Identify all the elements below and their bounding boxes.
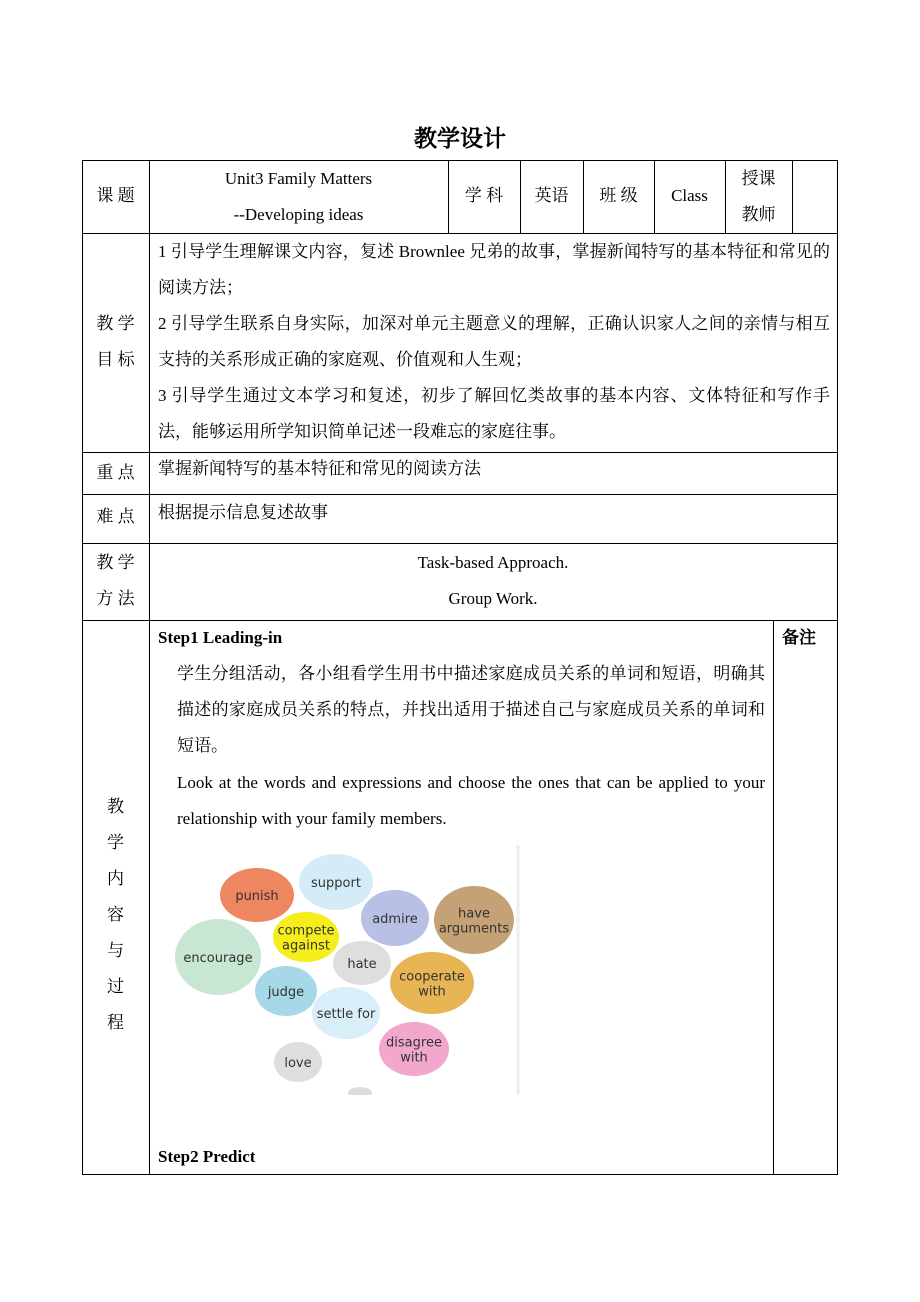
word-bubble-label: admire [372,912,418,927]
key-point-value: 掌握新闻特写的基本特征和常见的阅读方法 [158,459,481,478]
difficulty-value: 根据提示信息复述故事 [158,503,328,522]
word-bubble [361,890,429,946]
word-bubble [312,987,380,1039]
key-point-label: 重 点 [96,463,135,482]
word-bubble-label: support [311,876,361,891]
process-label-char: 容 [107,905,124,924]
word-bubble-label: with [400,1050,428,1066]
word-bubble [255,966,317,1016]
table-border [773,620,774,1175]
objective-item: 2 引导学生联系自身实际，加深对单元主题意义的理解，正确认识家人之间的亲情与相互支持的关系形成正确的家庭观、价值观和人生观； [158,314,830,369]
class-label: 班 级 [599,186,638,205]
process-label-char: 教 [107,797,124,816]
objective-item: 1 引导学生理解课文内容，复述 Brownlee 兄弟的故事，掌握新闻特写的基本特征和常见的阅读方法； [158,242,830,297]
step1-title: Step1 Leading-in [158,628,283,647]
table-border [792,160,793,233]
topic-label: 课 题 [96,186,135,205]
word-bubble [273,912,339,962]
word-bubble-label: with [418,984,446,1000]
word-bubble [333,941,391,985]
word-bubble [434,886,514,954]
word-bubble-label: cooperate [399,969,465,985]
word-bubble-label: encourage [183,951,253,966]
page-title: 教学设计 [414,126,506,152]
objectives-label: 目 标 [96,350,135,369]
methods-label: 方 法 [96,589,135,608]
topic-line1: Unit3 Family Matters [224,169,373,188]
topic-line2: --Developing ideas [233,205,364,224]
process-label-char: 与 [107,941,124,960]
word-bubble-image [170,845,522,1095]
word-bubble [390,952,474,1014]
objective-item: 3 引导学生通过文本学习和复述，初步了解回忆类故事的基本内容、文体特征和写作手法，能够运用所学知识简单记述一段难忘的家庭往事。 [158,386,830,441]
word-bubble [299,854,373,910]
word-bubble [379,1022,449,1076]
word-bubble-label: disagree [386,1035,442,1051]
step1-english-text: Look at the words and expressions and choose the ones that can be applied to your relationship with your family members. [177,773,765,828]
notes-label: 备注 [782,628,816,647]
table-border [82,543,838,544]
word-bubble-label: hate [347,957,377,972]
subject-value: 英语 [534,186,569,205]
process-label-char: 程 [107,1013,124,1032]
word-bubble-label: compete [277,923,335,939]
subject-label: 学 科 [464,186,504,205]
difficulty-label: 难 点 [96,507,135,526]
word-bubble [274,1042,322,1082]
step1-chinese-text: 学生分组活动，各小组看学生用书中描述家庭成员关系的单词和短语，明确其描述的家庭成员关系的特点，并找出适用于描述自己与家庭成员关系的单词和短语。 [177,664,765,755]
methods-label: 教 学 [96,553,135,572]
process-label-char: 过 [107,977,124,996]
word-bubble-label: love [284,1056,312,1071]
class-value: Class [671,186,708,205]
word-bubble-label: punish [235,889,279,904]
objectives-label: 教 学 [96,314,135,333]
teacher-label: 教师 [741,205,776,224]
word-bubble-label: against [282,938,330,954]
table-border [837,160,838,1175]
table-border [149,160,150,1175]
word-bubble [220,868,294,922]
word-bubble-label: judge [267,985,305,1000]
word-bubble-label: arguments [438,921,510,937]
step2-title: Step2 Predict [158,1147,256,1166]
method-item: Group Work. [448,589,538,608]
process-label-char: 学 [107,833,124,852]
teacher-label: 授课 [741,169,776,188]
word-bubble-label: have [458,906,490,922]
word-bubble-label: settle for [316,1007,376,1022]
word-bubble [175,919,261,995]
process-label-char: 内 [107,869,124,888]
method-item: Task-based Approach. [417,553,569,572]
